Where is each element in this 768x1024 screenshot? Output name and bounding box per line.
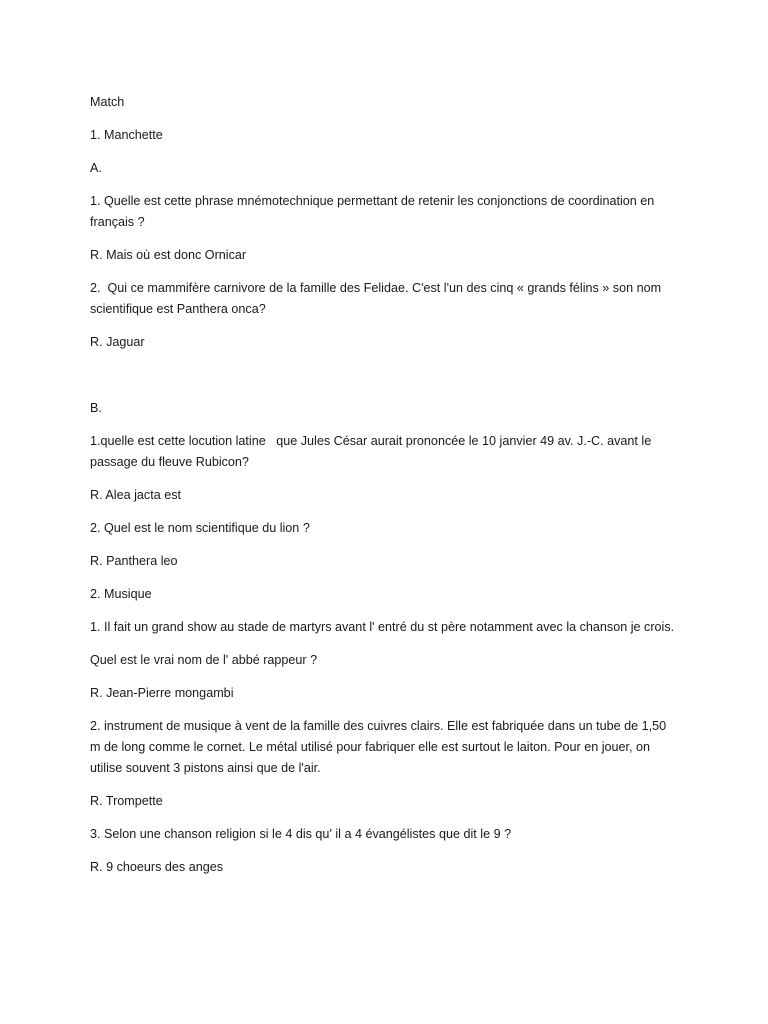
answer-m1: R. Jean-Pierre mongambi xyxy=(90,686,234,700)
question-a2: 2. Qui ce mammifère carnivore de la famille des Felidae. C'est l'un des cinq « grands félins » son nom scientifique est Panthera onca? xyxy=(90,281,665,316)
question-m1-followup: Quel est le vrai nom de l' abbé rappeur ? xyxy=(90,653,318,667)
answer-a1: R. Mais où est donc Ornicar xyxy=(90,248,247,262)
question-b2: 2. Quel est le nom scientifique du lion ? xyxy=(90,521,310,535)
part-label-b: B. xyxy=(90,401,102,415)
question-b1: 1.quelle est cette locution latine que Jules César aurait prononcée le 10 janvier 49 av. J.-C. avant le passage du fleuve Rubicon? xyxy=(90,434,655,469)
question-a1: 1. Quelle est cette phrase mnémotechnique permettant de retenir les conjonctions de coordination en français ? xyxy=(90,194,658,229)
answer-a2: R. Jaguar xyxy=(90,335,145,349)
answer-b2: R. Panthera leo xyxy=(90,554,178,568)
question-m1: 1. Il fait un grand show au stade de martyrs avant l' entré du st père notamment avec la chanson je crois. xyxy=(90,620,675,634)
section-heading-manchette: 1. Manchette xyxy=(90,128,163,142)
section-heading-musique: 2. Musique xyxy=(90,587,152,601)
answer-b1: R. Alea jacta est xyxy=(90,488,182,502)
part-label-a: A. xyxy=(90,161,102,175)
document-title: Match xyxy=(90,95,125,109)
answer-m3: R. 9 choeurs des anges xyxy=(90,860,224,874)
document-page xyxy=(90,92,680,890)
question-m2: 2. instrument de musique à vent de la famille des cuivres clairs. Elle est fabriquée dans un tube de 1,50 m de long comme le cornet. Le métal utilisé pour fabriquer elle est surtout le laiton. Pour en jouer, on utilise souvent 3 pistons ainsi que de l'air. xyxy=(90,719,670,775)
answer-m2: R. Trompette xyxy=(90,794,163,808)
question-m3: 3. Selon une chanson religion si le 4 dis qu' il a 4 évangélistes que dit le 9 ? xyxy=(90,827,512,841)
blank-line xyxy=(90,365,680,398)
